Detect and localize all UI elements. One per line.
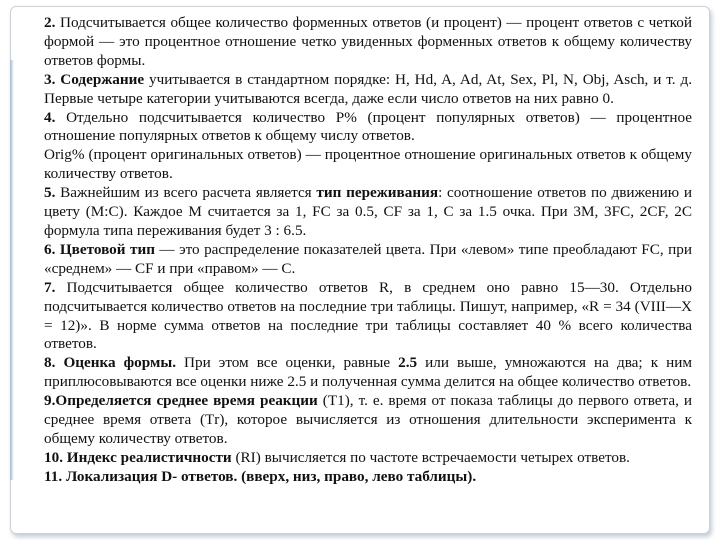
paragraph-4-label: 4. xyxy=(44,108,56,126)
paragraph-6-text: — это распределение показателей цвета. При «левом» типе преобладают FC, при «среднем» — CF и при «правом» — С. xyxy=(44,240,692,277)
paragraph-8-text-a: При этом все оценки, равные xyxy=(176,354,399,372)
paragraph-6-label: 6. Цветовой тип xyxy=(44,240,155,258)
paragraph-5-term: тип переживания xyxy=(316,184,439,202)
paragraph-2-text: Подсчитывается общее количество форменных ответов (и процент) — процент ответов с четкой формой — это процентное отношение четко увиденных форменных ответов к общему количеству ответов формы. xyxy=(44,14,692,69)
paragraph-9 xyxy=(44,392,692,449)
paragraph-8-label: 8. Оценка формы. xyxy=(44,354,176,372)
paragraph-10-label: 10. Индекс реалистичности xyxy=(44,448,232,466)
paragraph-8-text-b: или выше, умножаются на два; к ним приплюсовываются все оценки ниже 2.5 и полученная сумма делится на общее количество ответов. xyxy=(44,354,692,391)
paragraph-10 xyxy=(44,449,692,468)
paragraph-4 xyxy=(44,109,692,147)
paragraph-8 xyxy=(44,354,692,392)
paragraph-2-label: 2. xyxy=(44,14,56,31)
paragraph-4-text: Отдельно подсчитывается количество Р% (процент популярных ответов) — процентное отношение популярных ответов к общему числу ответов. xyxy=(44,108,692,145)
paragraph-11-label: 11. Локализация D- ответов. (вверх, низ, право, лево таблицы). xyxy=(44,467,477,485)
paragraph-7 xyxy=(44,279,692,355)
paragraph-3 xyxy=(44,71,692,109)
paragraph-3-label: 3. Содержание xyxy=(44,70,145,88)
paragraph-11 xyxy=(44,468,692,487)
paragraph-6 xyxy=(44,241,692,279)
frame-shadow-edge xyxy=(10,60,14,480)
paragraph-5 xyxy=(44,184,692,241)
paragraph-7-text: Подсчитывается общее количество ответов R, в среднем оно равно 15—30. Отдельно подсчитывается количество ответов на последние три таблицы. Пишут, например, «R = 34 (VIII—X = 12)». В норме сумма ответов на последние три таблицы составляет 40 % всего количества ответов. xyxy=(44,278,692,353)
paragraph-9-label: 9.Определяется среднее время реакции xyxy=(44,392,318,410)
paragraph-10-text: (RI) вычисляется по частоте встречаемости четырех ответов. xyxy=(231,448,630,466)
paragraph-8-num: 2.5 xyxy=(398,354,418,372)
paragraph-9-text: (Т1), т. е. время от показа таблицы до первого ответа, и среднее время ответа (Тr), которое вычисляется из отношения длительности эксперимента к общему количеству ответов. xyxy=(44,392,693,447)
paragraph-2 xyxy=(44,14,692,71)
paragraph-3-text: учитывается в стандартном порядке: H, Hd, A, Ad, At, Sex, Pl, N, Obj, Asch, и т. д. Первые четыре категории учитываются всегда, даже если число ответов на них равно 0. xyxy=(44,70,692,107)
slide-content xyxy=(44,14,692,487)
paragraph-5-text-a: Важнейшим из всего расчета является xyxy=(55,184,317,202)
paragraph-orig xyxy=(44,146,692,184)
paragraph-orig-text: Orig% (процент оригинальных ответов) — процентное отношение оригинальных ответов к общему количеству ответов. xyxy=(44,146,692,183)
paragraph-7-label: 7. xyxy=(44,278,56,296)
paragraph-5-label: 5. xyxy=(44,184,56,202)
paragraph-5-text-b: : соотношение ответов по движению и цвету (М:С). Каждое М считается за 1, FC за 0.5, CF за 1, С за 1.5 очка. При 3М, 3FC, 2CF, 2С формула типа переживания будет 3 : 6.5. xyxy=(44,184,693,239)
